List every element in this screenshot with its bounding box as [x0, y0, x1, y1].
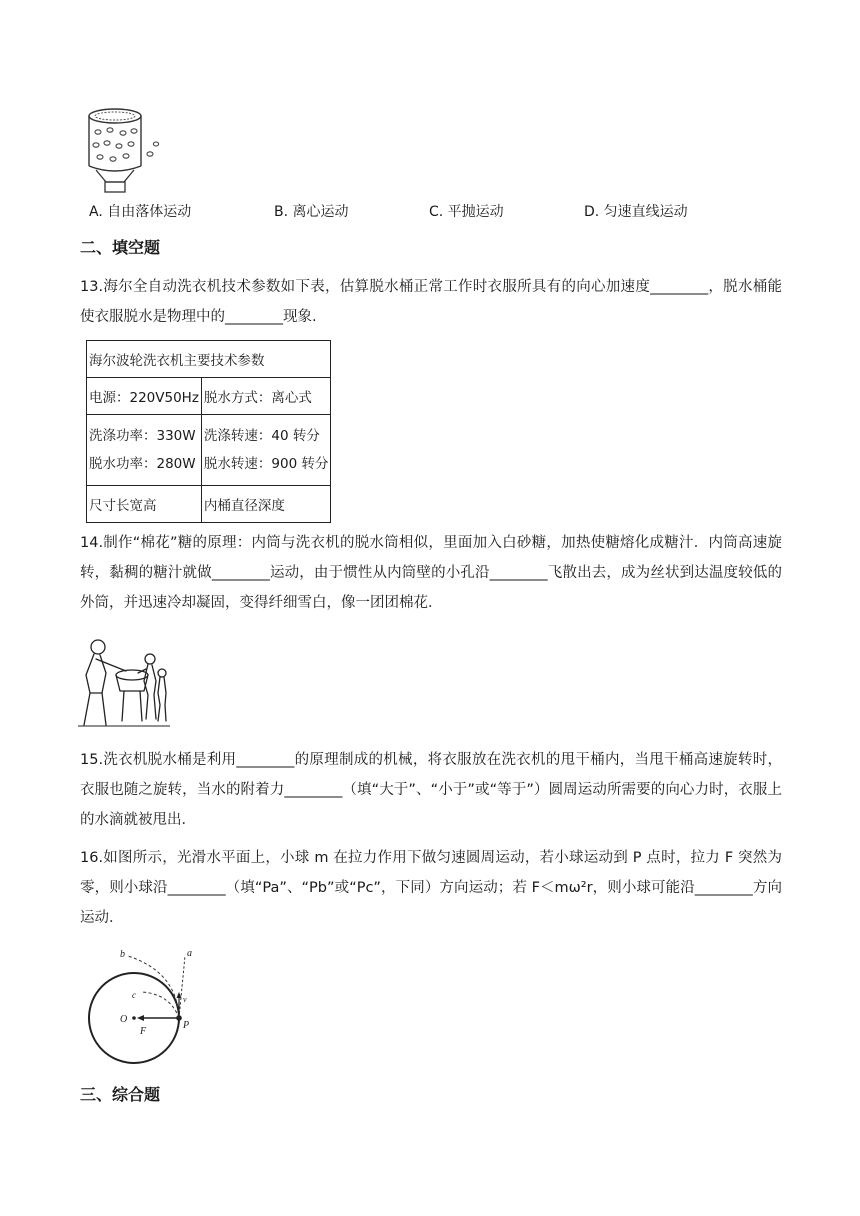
label-v: v [183, 995, 187, 1004]
label-c: c [132, 990, 136, 1000]
table-cell-inner-drum: 内桶直径深度 [201, 486, 331, 523]
label-F: F [140, 1026, 147, 1037]
circular-motion-figure [82, 942, 200, 1074]
table-cell-power [87, 415, 202, 486]
label-P: P [183, 1020, 190, 1031]
option-b: B. 离心运动 [274, 204, 349, 220]
option-c: C. 平抛运动 [429, 204, 504, 220]
cotton-candy-figure [76, 635, 172, 729]
table-cell-dimensions: 尺寸长宽高 [87, 486, 202, 523]
label-a: a [187, 948, 192, 959]
question-16: 16.如图所示，光滑水平面上，小球 m 在拉力作用下做匀速圆周运动，若小球运动到 P 点时，拉力 F 突然为零，则小球沿________（填“Pa”、“Pb”或“Pc”，下同）方向运动；若 F＜mω²r，则小球可能沿________方向运动． [80, 850, 782, 926]
washer-params-table [86, 340, 331, 523]
question-14: 14.制作“棉花”糖的原理：内筒与洗衣机的脱水筒相似，里面加入白砂糖，加热使糖熔化成糖汁．内筒高速旋转，黏稠的糖汁就做________运动，由于惯性从内筒壁的小孔沿________飞散出去，成为丝状到达温度较低的外筒，并迅速冷却凝固，变得纤细雪白，像一团团棉花． [80, 535, 782, 611]
spin-power: 脱水功率：280W [89, 456, 196, 472]
spin-drum-figure [78, 104, 164, 196]
table-cell-power-supply: 电源：220V50Hz [87, 378, 202, 415]
spin-speed: 脱水转速：900 转分 [203, 456, 329, 472]
option-a: A. 自由落体运动 [89, 204, 192, 220]
label-O: O [120, 1014, 128, 1025]
section-title-fill-in: 二、填空题 [80, 238, 161, 257]
section-title-comprehensive: 三、综合题 [80, 1085, 161, 1104]
option-d: D. 匀速直线运动 [584, 204, 688, 220]
wash-speed: 洗涤转速：40 转分 [203, 428, 320, 444]
wash-power: 洗涤功率：330W [89, 428, 196, 444]
table-cell-spin-mode: 脱水方式：离心式 [201, 378, 331, 415]
table-cell-speed [201, 415, 331, 486]
question-13: 13.海尔全自动洗衣机技术参数如下表，估算脱水桶正常工作时衣服所具有的向心加速度________，脱水桶能使衣服脱水是物理中的________现象. [80, 279, 782, 325]
label-b: b [120, 949, 125, 960]
question-15: 15.洗衣机脱水桶是利用________的原理制成的机械，将衣服放在洗衣机的甩干桶内，当甩干桶高速旋转时，衣服也随之旋转，当水的附着力________（填“大于”、“小于”或“等于”）圆周运动所需要的向心力时，衣服上的水滴就被甩出． [80, 752, 782, 828]
table-header: 海尔波轮洗衣机主要技术参数 [87, 341, 331, 378]
